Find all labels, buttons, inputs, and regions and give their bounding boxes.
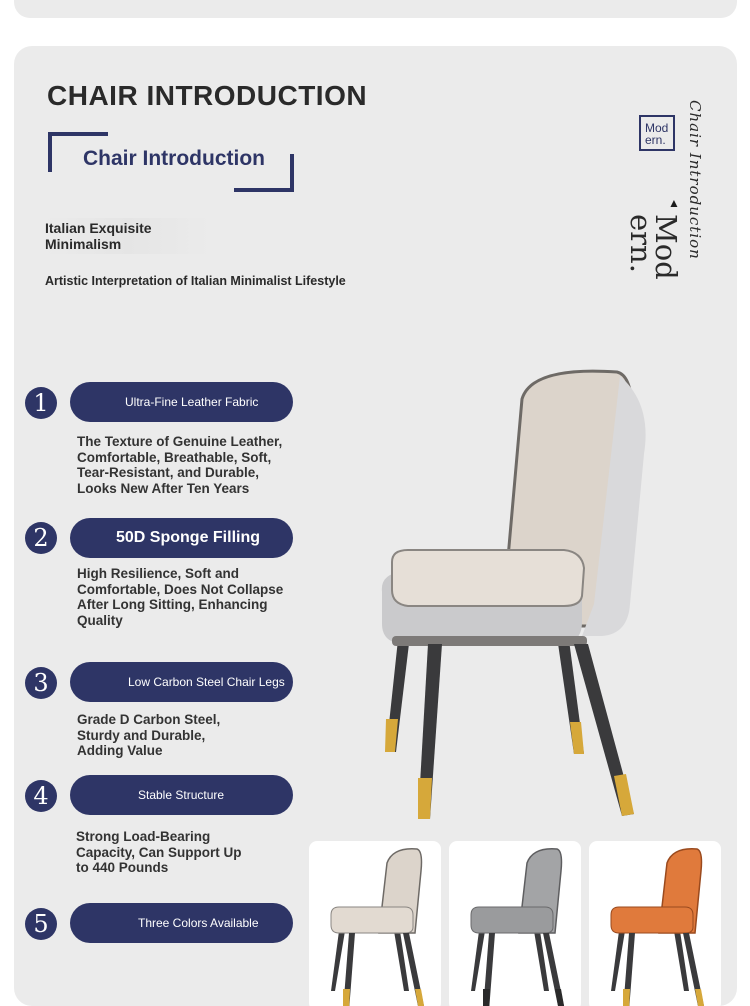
modern-logo-icon [639, 115, 675, 151]
feature-pill-3 [70, 662, 293, 702]
feature-number-4: 4 [25, 780, 57, 812]
section-heading: CHAIR INTRODUCTION [47, 80, 368, 111]
seat-frame [392, 636, 587, 646]
previous-section-card [14, 0, 737, 18]
feature-title-2: 50D Sponge Filling [116, 529, 261, 546]
feature-number-1: 1 [25, 387, 57, 419]
tagline: Italian Exquisite Minimalism [45, 218, 210, 254]
chair-hero-image [332, 364, 652, 824]
chair-thumbnail-gray [449, 841, 581, 1006]
big-line-1: Mod [649, 214, 683, 280]
logo-line-2: ern. [645, 133, 666, 147]
big-line-2: ern. [624, 214, 658, 273]
feature-title-5: Three Colors Available [138, 916, 259, 930]
feature-title-3: Low Carbon Steel Chair Legs [128, 675, 285, 689]
vertical-modern-text [624, 214, 683, 280]
color-variant-orange[interactable] [589, 841, 721, 1006]
triangle-up-icon: ▲ [668, 196, 680, 210]
slogan: Artistic Interpretation of Italian Minimalist Lifestyle [45, 274, 346, 288]
feature-pill-4 [70, 775, 293, 815]
seat-cushion [392, 550, 584, 606]
feature-description-1: The Texture of Genuine Leather, Comfortable, Breathable, Soft, Tear-Resistant, and Durable, Looks New After Ten Years [77, 434, 283, 496]
feature-number-3: 3 [25, 667, 57, 699]
feature-number-5: 5 [25, 908, 57, 940]
feature-pill-5 [70, 903, 293, 943]
feature-title-1: Ultra-Fine Leather Fabric [125, 395, 259, 409]
feature-number-2: 2 [25, 522, 57, 554]
color-variant-gray[interactable] [449, 841, 581, 1006]
feature-description-3: Grade D Carbon Steel, Sturdy and Durable, Adding Value [77, 712, 221, 758]
chair-thumbnail-beige [309, 841, 441, 1006]
feature-description-4: Strong Load-Bearing Capacity, Can Support Up to 440 Pounds [76, 829, 242, 875]
vertical-script-text: Chair Introduction [686, 100, 704, 260]
logo-line-1: Mod [645, 121, 669, 135]
chair-thumbnail-orange [589, 841, 721, 1006]
back-right-leg-cap [570, 722, 584, 754]
feature-description-2: High Resilience, Soft and Comfortable, Does Not Collapse After Long Sitting, Enhancing Quality [77, 566, 284, 628]
color-variant-beige[interactable] [309, 841, 441, 1006]
chair-introduction-card [14, 46, 737, 1006]
feature-pill-1 [70, 382, 293, 422]
feature-title-4: Stable Structure [138, 788, 225, 802]
feature-pill-2 [70, 518, 293, 558]
section-subheading: Chair Introduction [83, 147, 265, 170]
front-left-leg-cap [418, 778, 432, 819]
